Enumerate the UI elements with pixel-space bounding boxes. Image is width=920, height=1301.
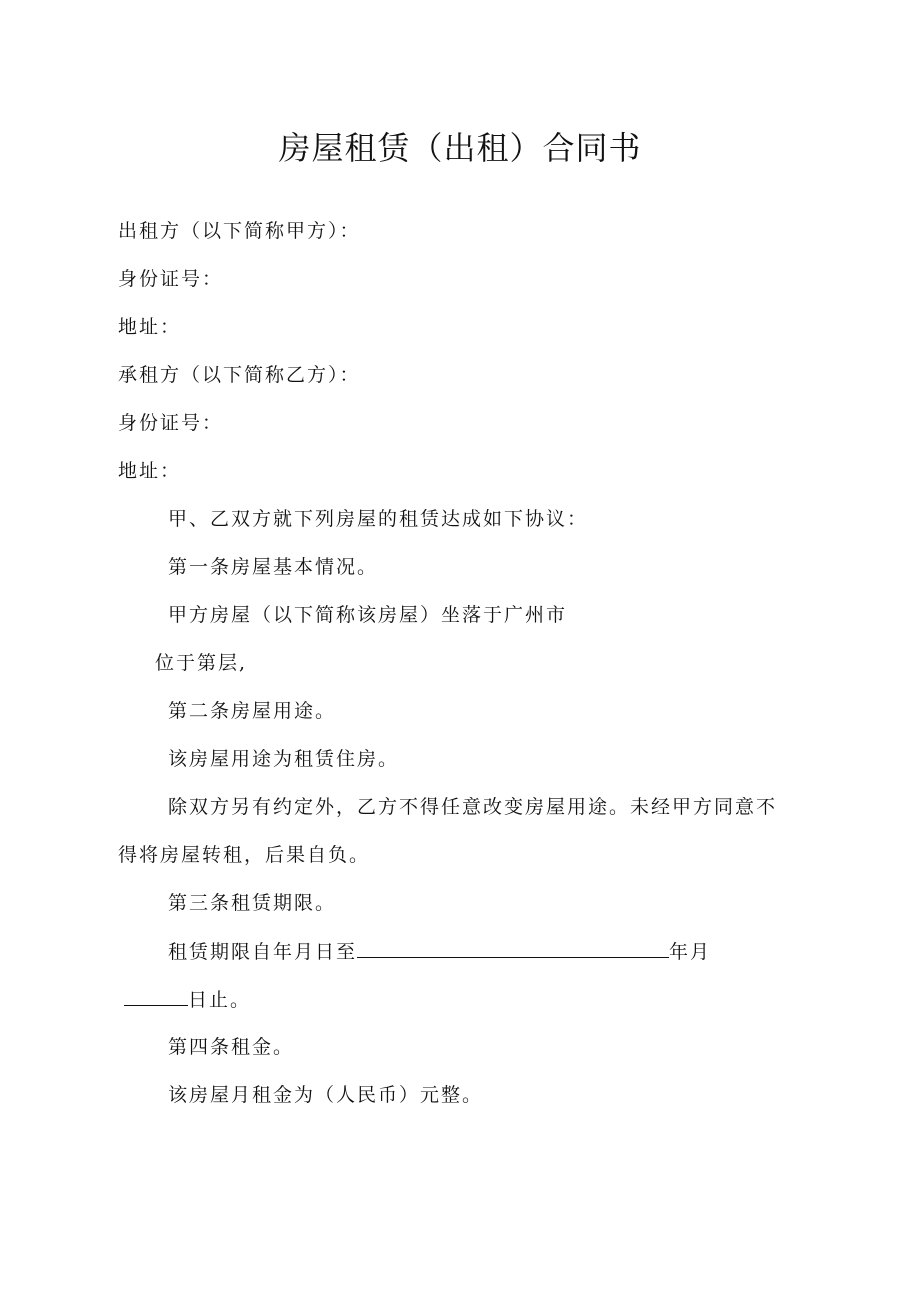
article3-end-line <box>124 985 251 1014</box>
article4-heading: 第四条租金。 <box>168 1036 295 1058</box>
lessor-id-label: 身份证号： <box>118 268 224 290</box>
document-title: 房屋租赁（出租）合同书 <box>278 129 642 167</box>
lessor-address-label: 地址： <box>118 316 182 338</box>
term-end-day-text: 日止。 <box>188 989 252 1011</box>
article1-location-line: 甲方房屋（以下简称该房屋）坐落于广州市 <box>168 604 568 626</box>
agreement-intro: 甲、乙双方就下列房屋的租赁达成如下协议： <box>168 508 589 530</box>
lessor-label: 出租方（以下简称甲方）： <box>118 220 361 242</box>
term-end-year-month-text: 年月 <box>669 941 712 963</box>
article2-usage-line: 该房屋用途为租赁住房。 <box>168 748 400 770</box>
article2-heading: 第二条房屋用途。 <box>168 700 337 722</box>
article3-heading: 第三条租赁期限。 <box>168 892 337 914</box>
article1-heading: 第一条房屋基本情况。 <box>168 556 379 578</box>
term-start-text: 租赁期限自年月日至 <box>168 941 358 963</box>
article4-rent-line: 该房屋月租金为（人民币）元整。 <box>168 1084 484 1106</box>
lessee-address-label: 地址： <box>118 460 182 482</box>
lessee-label: 承租方（以下简称乙方）： <box>118 364 361 386</box>
term-end-date-blank <box>357 937 669 958</box>
article1-floor-line: 位于第层, <box>155 652 248 674</box>
lessee-id-label: 身份证号： <box>118 412 224 434</box>
article2-restriction-line: 除双方另有约定外，乙方不得任意改变房屋用途。未经甲方同意不 <box>168 796 778 818</box>
term-end-day-blank <box>124 985 188 1006</box>
article3-term-line <box>168 937 711 966</box>
article2-sublet-line: 得将房屋转租，后果自负。 <box>118 844 371 866</box>
